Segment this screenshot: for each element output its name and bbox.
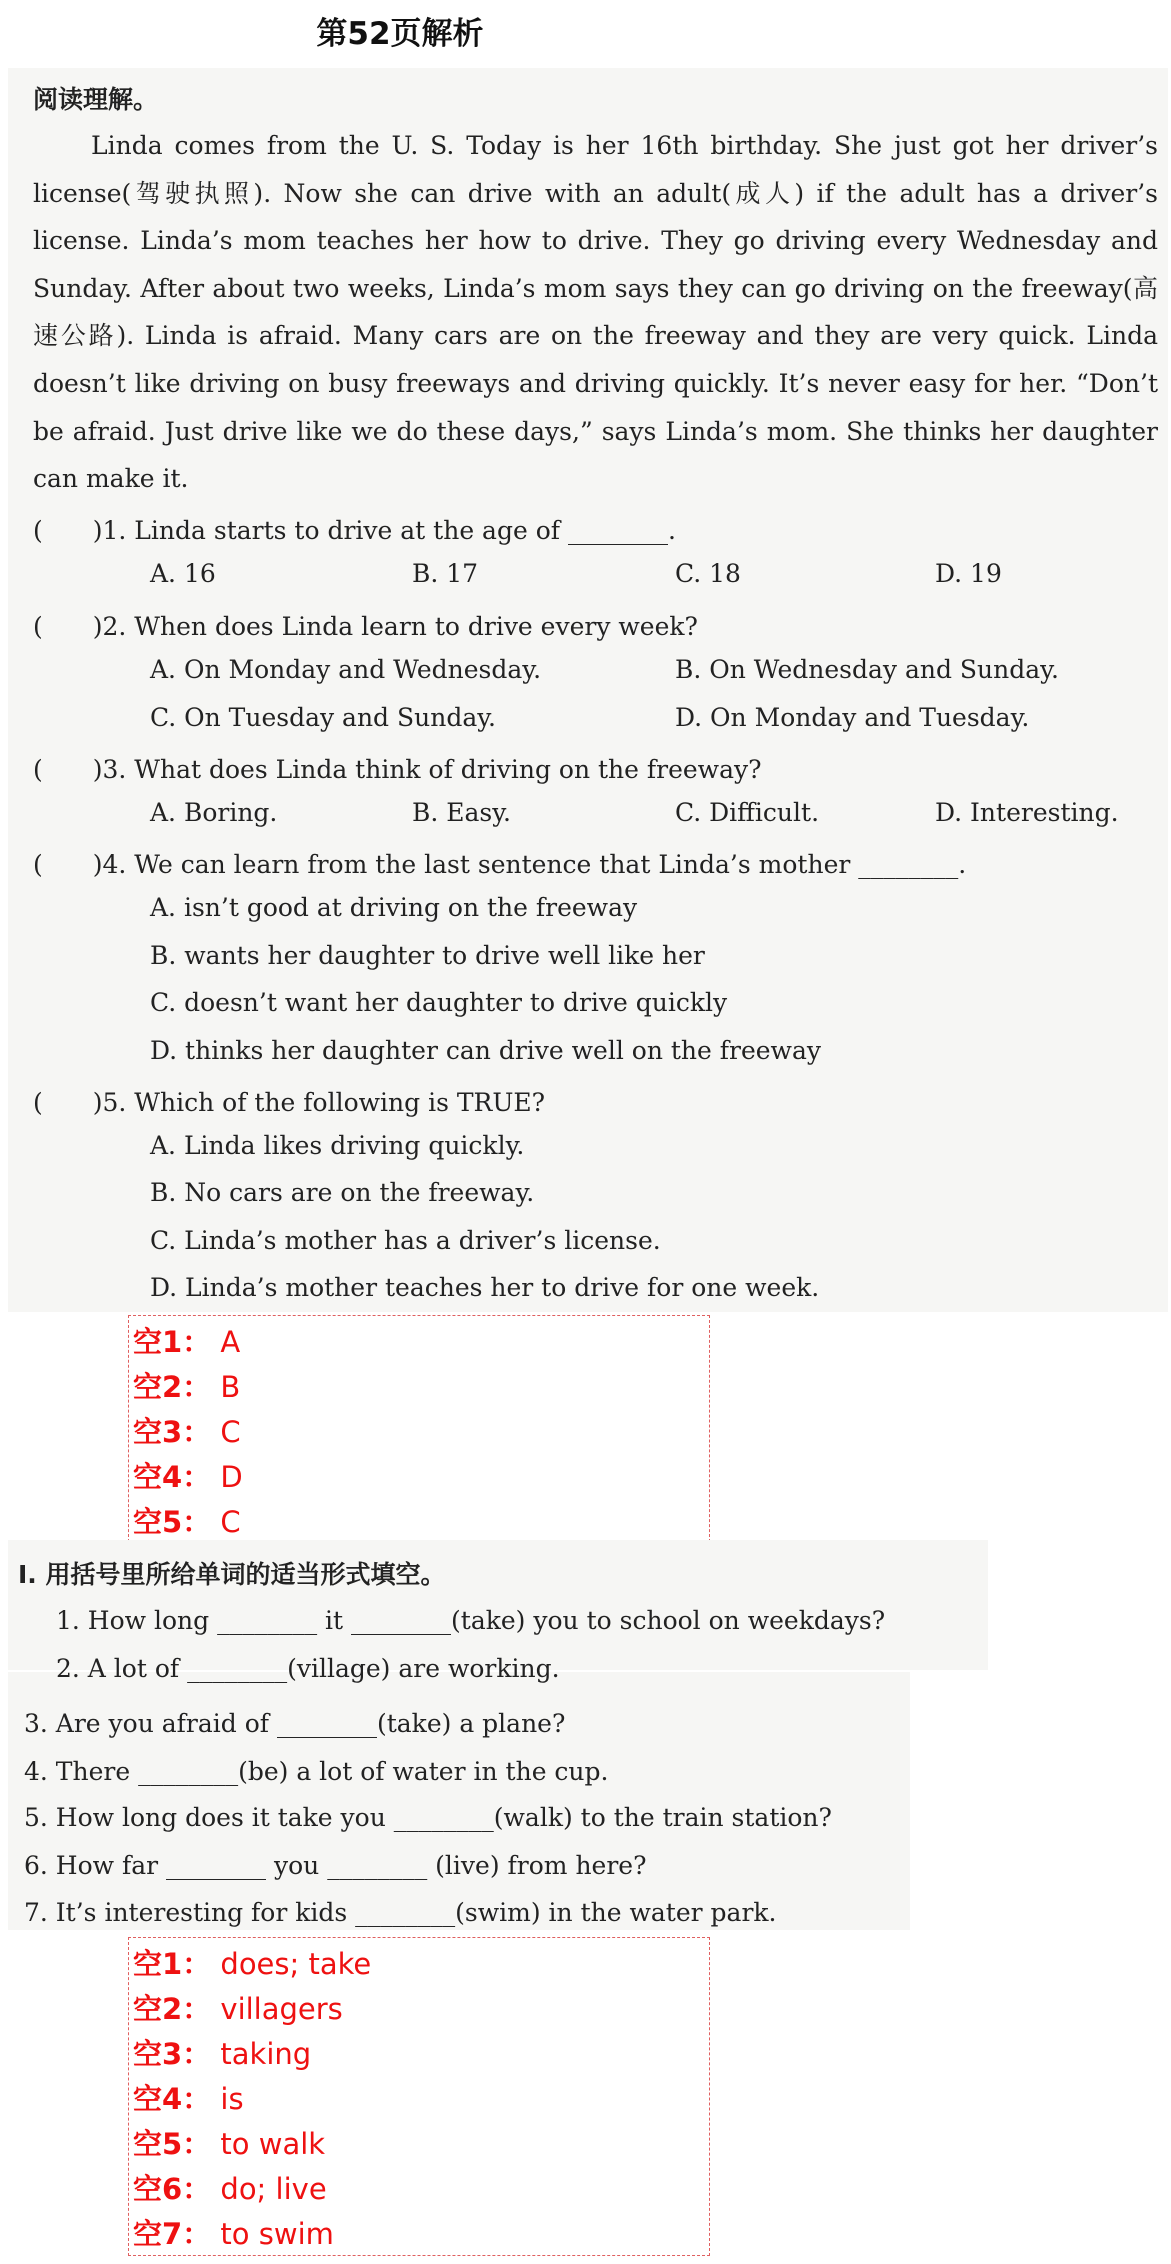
answer-value: C bbox=[220, 1415, 241, 1449]
question-5-option-a: A. Linda likes driving quickly. bbox=[150, 1131, 525, 1160]
question-5-option-d: D. Linda’s mother teaches her to drive for one week. bbox=[150, 1273, 820, 1302]
reading-passage: Linda comes from the U. S. Today is her 16th birthday. She just got her driver’s license(驾驶执照). Now she can drive with an adult(成人) if the adult has a driver’s license. Linda’s mom teaches her how to drive. They go driving every Wednesday and Sunday. After about two weeks, Linda’s mom says they can go driving on the freeway(高速公路). Linda is afraid. Many cars are on the freeway and they are very quick. Linda doesn’t like driving on busy freeways and driving quickly. It’s never easy for her. “Don’t be afraid. Just drive like we do these days,” says Linda’s mom. She thinks her daughter can make it. bbox=[33, 131, 1158, 494]
question-1-option-c: C. 18 bbox=[675, 559, 741, 588]
question-5-option-b: B. No cars are on the freeway. bbox=[150, 1178, 535, 1207]
question-1-option-a: A. 16 bbox=[150, 559, 216, 588]
answer-label: 空6： bbox=[133, 2172, 212, 2206]
fill-item-7: 7. It’s interesting for kids ________(swim) in the water park. bbox=[24, 1898, 777, 1927]
question-1-stem: ( )1. Linda starts to drive at the age of ________. bbox=[33, 516, 676, 545]
section-heading-fill: Ⅰ. 用括号里所给单词的适当形式填空。 bbox=[18, 1560, 446, 1589]
question-2-option-c: C. On Tuesday and Sunday. bbox=[150, 703, 496, 732]
question-3-stem: ( )3. What does Linda think of driving on the freeway? bbox=[33, 755, 762, 784]
answer-label: 空5： bbox=[133, 2127, 212, 2161]
answer-row-5 bbox=[133, 1500, 241, 1541]
question-5-stem: ( )5. Which of the following is TRUE? bbox=[33, 1088, 546, 1117]
answer-row-4 bbox=[133, 2077, 244, 2118]
question-3-option-b: B. Easy. bbox=[412, 798, 511, 827]
answer-value: A bbox=[220, 1325, 241, 1359]
answer-row-2 bbox=[133, 1987, 343, 2028]
answer-label: 空2： bbox=[133, 1370, 212, 1404]
answer-label: 空1： bbox=[133, 1947, 212, 1981]
answer-box-reading bbox=[128, 1315, 710, 1547]
question-3-option-c: C. Difficult. bbox=[675, 798, 820, 827]
section-heading-reading: 阅读理解。 bbox=[33, 85, 159, 114]
question-2-stem: ( )2. When does Linda learn to drive every week? bbox=[33, 612, 698, 641]
answer-value: is bbox=[220, 2082, 244, 2116]
answer-value: to swim bbox=[220, 2217, 334, 2251]
question-2-option-d: D. On Monday and Tuesday. bbox=[675, 703, 1030, 732]
answer-box-fill bbox=[128, 1937, 710, 2256]
answer-label: 空4： bbox=[133, 1460, 212, 1494]
answer-row-7 bbox=[133, 2212, 334, 2253]
answer-value: taking bbox=[220, 2037, 312, 2071]
answer-label: 空5： bbox=[133, 1505, 212, 1539]
answer-label: 空2： bbox=[133, 1992, 212, 2026]
fill-item-6: 6. How far ________ you ________ (live) from here? bbox=[24, 1851, 647, 1880]
answer-value: do; live bbox=[220, 2172, 327, 2206]
fill-item-5: 5. How long does it take you ________(walk) to the train station? bbox=[24, 1803, 832, 1832]
question-5-option-c: C. Linda’s mother has a driver’s license. bbox=[150, 1226, 661, 1255]
question-4-option-b: B. wants her daughter to drive well like her bbox=[150, 941, 705, 970]
answer-value: to walk bbox=[220, 2127, 326, 2161]
answer-label: 空3： bbox=[133, 2037, 212, 2071]
question-4-stem: ( )4. We can learn from the last sentence that Linda’s mother ________. bbox=[33, 850, 967, 879]
fill-item-3: 3. Are you afraid of ________(take) a plane? bbox=[24, 1709, 566, 1738]
answer-value: B bbox=[220, 1370, 241, 1404]
answer-row-3 bbox=[133, 1410, 241, 1451]
page-title: 第52页解析 bbox=[316, 16, 484, 52]
answer-label: 空4： bbox=[133, 2082, 212, 2116]
question-1-option-d: D. 19 bbox=[935, 559, 1002, 588]
question-2-option-a: A. On Monday and Wednesday. bbox=[150, 655, 542, 684]
answer-row-5 bbox=[133, 2122, 325, 2163]
answer-value: D bbox=[220, 1460, 243, 1494]
question-4-option-d: D. thinks her daughter can drive well on the freeway bbox=[150, 1036, 821, 1065]
question-4-option-a: A. isn’t good at driving on the freeway bbox=[150, 893, 638, 922]
answer-value: does; take bbox=[220, 1947, 372, 1981]
fill-item-1: 1. How long ________ it ________(take) you to school on weekdays? bbox=[56, 1606, 886, 1635]
question-1-option-b: B. 17 bbox=[412, 559, 479, 588]
answer-row-2 bbox=[133, 1365, 240, 1406]
answer-value: villagers bbox=[220, 1992, 343, 2026]
answer-row-3 bbox=[133, 2032, 311, 2073]
answer-row-1 bbox=[133, 1942, 371, 1983]
answer-label: 空1： bbox=[133, 1325, 212, 1359]
answer-row-1 bbox=[133, 1320, 240, 1361]
answer-row-4 bbox=[133, 1455, 243, 1496]
question-2-option-b: B. On Wednesday and Sunday. bbox=[675, 655, 1059, 684]
answer-row-6 bbox=[133, 2167, 327, 2208]
answer-value: C bbox=[220, 1505, 241, 1539]
answer-label: 空3： bbox=[133, 1415, 212, 1449]
answer-label: 空7： bbox=[133, 2217, 212, 2251]
fill-item-4: 4. There ________(be) a lot of water in the cup. bbox=[24, 1757, 609, 1786]
question-3-option-d: D. Interesting. bbox=[935, 798, 1119, 827]
question-4-option-c: C. doesn’t want her daughter to drive quickly bbox=[150, 988, 728, 1017]
question-3-option-a: A. Boring. bbox=[150, 798, 278, 827]
fill-item-2: 2. A lot of ________(village) are working. bbox=[56, 1654, 560, 1683]
